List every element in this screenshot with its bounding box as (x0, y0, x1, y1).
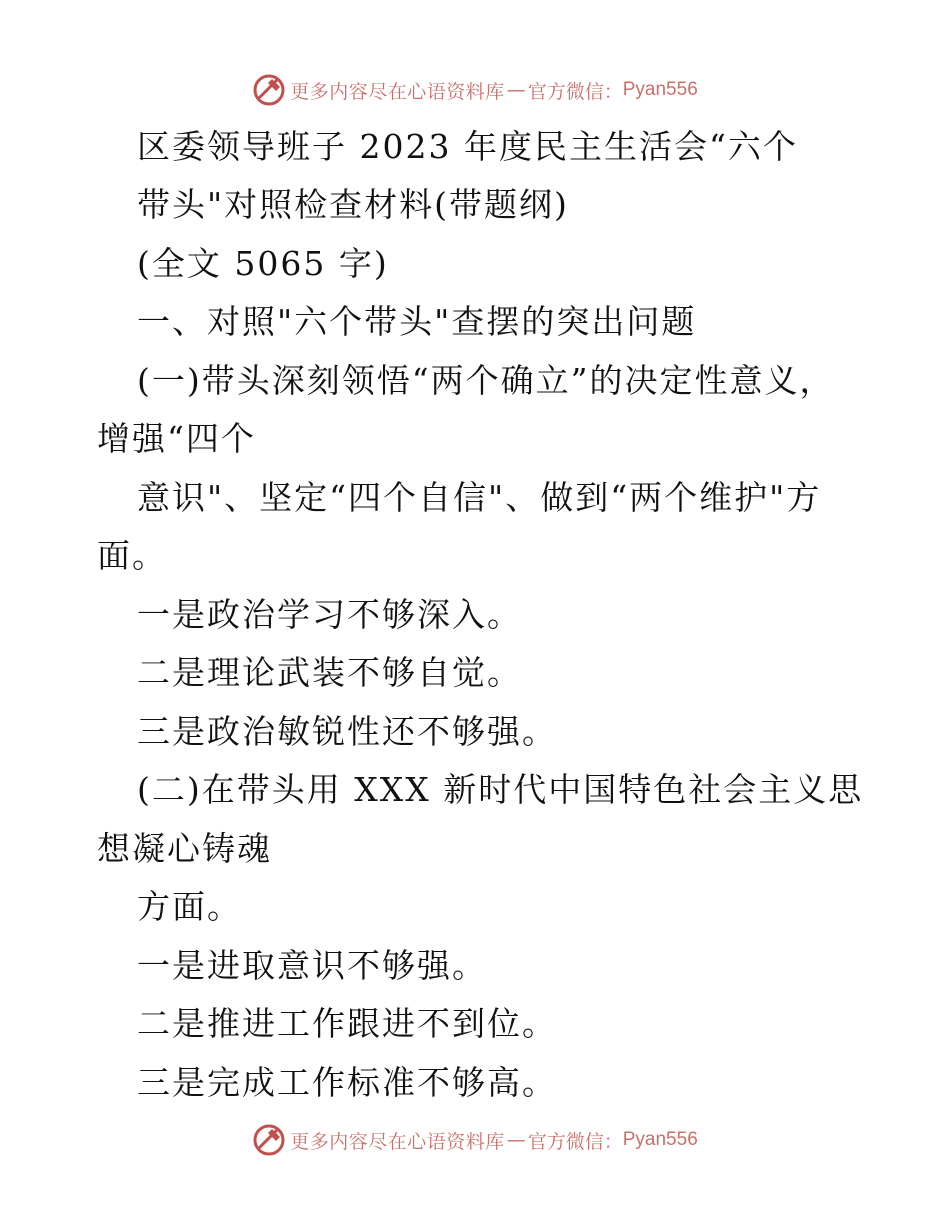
list-item: 一是政治学习不够深入。 (137, 595, 522, 634)
subsection-heading-1: (一)带头深刻领悟“两个确立”的决定性意义， (137, 361, 835, 400)
subsection-heading-2: (二)在带头用 XXX 新时代中国特色社会主义思 (137, 770, 864, 809)
list-item: 二是推进工作跟进不到位。 (137, 1004, 557, 1043)
watermark-wechat-label: 官方微信： (527, 1130, 623, 1153)
list-item: 三是政治敏锐性还不够强。 (137, 712, 557, 751)
watermark-banner-bottom (0, 1120, 950, 1160)
section-heading-1: 一、对照"六个带头"查摆的突出问题 (137, 302, 697, 341)
pen-logo-icon (252, 1123, 286, 1157)
paragraph-line: 方面。 (137, 887, 242, 926)
watermark-text: 更多内容尽在心语资料库 (290, 1130, 505, 1153)
list-item: 三是完成工作标准不够高。 (137, 1063, 557, 1102)
pen-logo-icon (252, 73, 286, 107)
paragraph-line: 面。 (97, 536, 167, 575)
doc-title-line-1: 区委领导班子 2023 年度民主生活会“六个 (137, 127, 798, 166)
watermark-text: 更多内容尽在心语资料库 (290, 80, 505, 103)
list-item: 一是进取意识不够强。 (137, 946, 487, 985)
watermark-separator: — (506, 1129, 526, 1151)
subsection-heading-2-cont: 想凝心铸魂 (97, 829, 272, 868)
watermark-banner-top (0, 70, 950, 110)
paragraph-line: 意识"、坚定“四个自信"、做到“两个维护"方 (137, 478, 822, 517)
list-item: 二是理论武装不够自觉。 (137, 653, 522, 692)
doc-word-count: (全文 5065 字) (137, 244, 389, 283)
watermark-wechat-id: Pyan556 (622, 1129, 698, 1150)
subsection-heading-1-cont: 增强“四个 (97, 419, 256, 458)
doc-title-line-2: 带头"对照检查材料(带题纲) (137, 185, 569, 224)
watermark-wechat-id: Pyan556 (622, 79, 698, 100)
watermark-separator: — (506, 79, 526, 101)
watermark-wechat-label: 官方微信： (527, 80, 623, 103)
